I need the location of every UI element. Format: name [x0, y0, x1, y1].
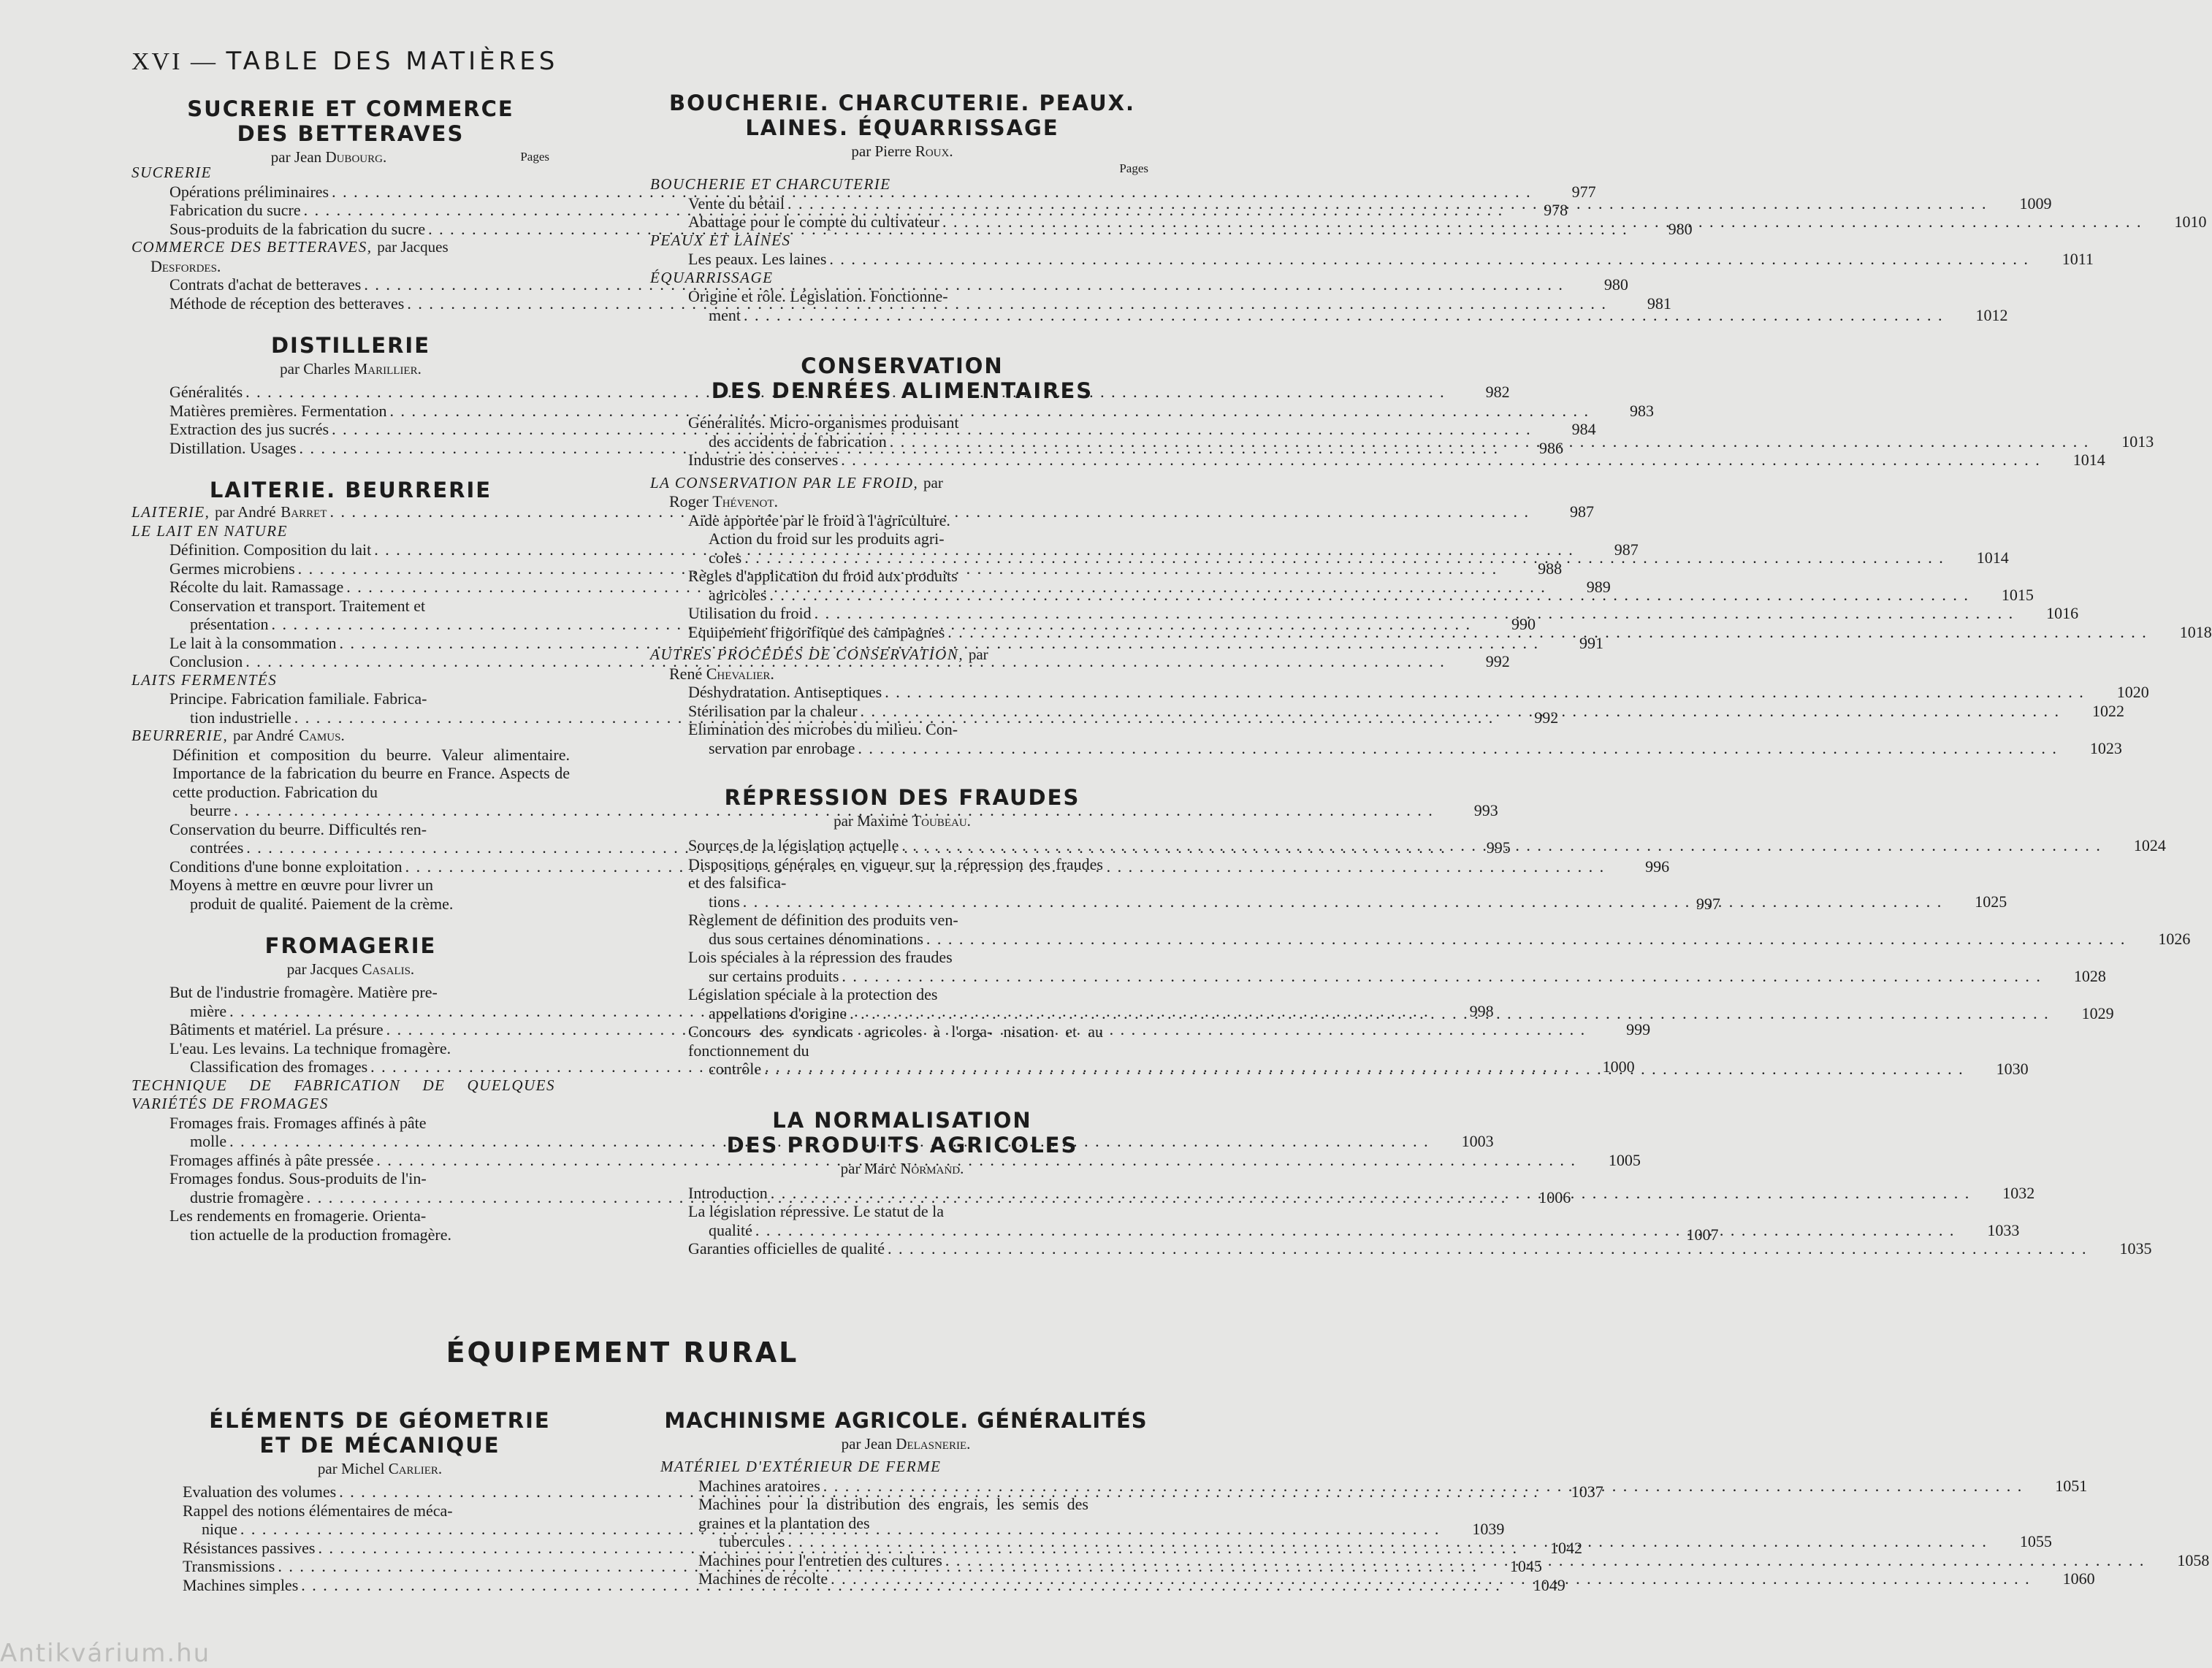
leader-dots	[771, 1184, 1971, 1203]
sub-author-prefix: René	[669, 664, 703, 683]
entry-page: 1020	[2116, 683, 2149, 701]
author-name: Toubeau.	[912, 812, 971, 830]
entry-text: sur certains produits	[709, 966, 839, 985]
leader-dots	[755, 1221, 1956, 1240]
section-title	[650, 91, 1154, 140]
entry-text-wrap: Origine et rôle. Législation. Fonctionne-	[688, 287, 948, 305]
entry-text: Machines pour l'entretien des cultures	[698, 1550, 942, 1569]
entry-page: 1055	[2019, 1532, 2052, 1550]
sub-author-name: Camus.	[299, 727, 345, 744]
entry-page: 992	[1485, 652, 1510, 670]
entry-text: Extraction des jus sucrés	[169, 420, 329, 438]
entry-page: 1030	[1996, 1060, 2029, 1078]
sub-author-prefix: par Jacques	[377, 238, 449, 256]
title-line: ET DE MÉCANIQUE	[259, 1433, 500, 1458]
entry-text-wrap: Rappel des notions élémentaires de méca-	[183, 1501, 453, 1520]
subsection-heading: BOUCHERIE ET CHARCUTERIE	[650, 175, 891, 193]
sub-title: COMMERCE DES BETTERAVES,	[131, 238, 373, 256]
entry-text: molle	[190, 1132, 227, 1150]
leader-dots	[841, 451, 2041, 470]
entry-text: Evaluation des volumes	[183, 1483, 337, 1501]
sub-author-prefix: par	[923, 473, 943, 491]
subsection-heading	[650, 646, 1154, 665]
entry-text-wrap: Législation spéciale à la protection des	[688, 985, 938, 1003]
sub-author-prefix: Roger	[669, 492, 709, 510]
entry-page: 1005	[1608, 1150, 1641, 1169]
entry-page: 990	[1511, 615, 1536, 633]
author	[131, 960, 570, 979]
entry-text: ment	[709, 305, 741, 324]
section-title: LAITERIE. BEURRERIE	[209, 478, 492, 502]
author	[131, 359, 570, 378]
author-name: Normand.	[900, 1159, 964, 1177]
title-line: CONSERVATION	[801, 353, 1004, 378]
author	[650, 142, 1154, 161]
entry-page: 1016	[2046, 604, 2079, 622]
entry-page: 1035	[2119, 1239, 2152, 1258]
entry-text: Industrie des conserves	[688, 451, 839, 469]
entry-text: Fabrication du sucre	[169, 201, 301, 219]
entry-text-wrap: Généralités. Micro-organismes produisant	[688, 413, 959, 432]
title-line: LA NORMALISATION	[772, 1107, 1032, 1133]
entry-page: 999	[1626, 1020, 1651, 1038]
entry-page: 1033	[1987, 1220, 2020, 1239]
leader-dots	[744, 306, 1944, 325]
leader-dots	[901, 836, 2102, 855]
entry-page: 977	[1571, 182, 1596, 201]
section-title	[650, 353, 1154, 403]
entry-page: 1058	[2177, 1550, 2210, 1569]
entry-page: 1042	[1549, 1538, 1582, 1557]
entry-text: Contrats d'achat de betteraves	[169, 275, 362, 294]
author	[650, 1434, 1162, 1453]
leader-dots	[769, 586, 1969, 605]
sub-author-name: Thévenot.	[712, 492, 779, 510]
leader-dots	[764, 1060, 1964, 1079]
entry-text: Sources de la législation actuelle	[688, 836, 899, 854]
title-line: SUCRERIE ET COMMERCE	[187, 96, 514, 121]
subsection-heading: PEAUX ET LAINES	[650, 231, 791, 249]
author	[650, 811, 1154, 830]
entry-page: 1014	[1976, 548, 2009, 567]
entry-page: 1024	[2133, 836, 2166, 854]
entry-text-wrap: Elimination des microbes du milieu. Con-	[688, 720, 958, 738]
toc-entry[interactable]	[650, 966, 2106, 986]
toc-entry[interactable]	[650, 929, 2191, 949]
sub-author-prefix: par André	[215, 503, 276, 521]
entry-page: 992	[1534, 708, 1559, 727]
leader-dots	[885, 683, 2085, 702]
author	[131, 1459, 628, 1478]
entry-text: Vente du bétail	[688, 194, 785, 213]
entry-text: Conclusion	[169, 652, 243, 670]
author-name: Roux.	[915, 142, 953, 160]
toc-entry[interactable]	[650, 305, 2008, 325]
leader-dots	[888, 1239, 2088, 1258]
entry-text: Opérations préliminaires	[169, 182, 329, 201]
entry-text-wrap: Machines pour la distribution des engrais, les semis des graines et la plantation des	[698, 1495, 1088, 1532]
entry-page: 1039	[1472, 1520, 1505, 1538]
subsection-heading: MATÉRIEL D'EXTÉRIEUR DE FERME	[660, 1458, 942, 1475]
sub-author-name: Desfordes.	[150, 256, 221, 275]
subsection-heading	[131, 727, 570, 746]
entry-text: contrées	[190, 838, 244, 857]
leader-dots	[890, 432, 2090, 451]
entry-text-wrap: Règlement de définition des produits ven-	[688, 911, 958, 929]
section-title	[131, 1408, 628, 1458]
leader-dots	[787, 1532, 1988, 1551]
leader-dots	[947, 623, 2148, 642]
subsection-heading: SUCRERIE	[131, 164, 212, 181]
entry-text-wrap: Fromages frais. Fromages affinés à pâte	[169, 1113, 427, 1132]
entry-page: 1028	[2073, 966, 2106, 985]
title-line: LAINES. ÉQUARRISSAGE	[745, 115, 1059, 140]
entry-page: 1060	[2062, 1569, 2095, 1588]
toc-entry[interactable]	[131, 801, 1498, 820]
entry-page: 995	[1486, 838, 1511, 857]
subsection-heading: TECHNIQUE DE FABRICATION DE QUELQUES VARIÉTÉS DE FROMAGES	[131, 1076, 555, 1112]
running-header	[131, 47, 558, 76]
entry-text: contrôle	[709, 1060, 762, 1078]
entry-text: tubercules	[719, 1532, 785, 1550]
entry-text: Garanties officielles de qualité	[688, 1239, 885, 1258]
watermark: Antikvárium.hu	[0, 1639, 211, 1668]
entry-text: coles	[709, 548, 742, 567]
part-title: ÉQUIPEMENT RURAL	[446, 1336, 799, 1369]
toc-entry[interactable]	[131, 1020, 1651, 1039]
leader-dots	[942, 213, 2143, 232]
entry-text: Machines simples	[183, 1575, 299, 1594]
entry-text: Récolte du lait. Ramassage	[169, 578, 344, 596]
entry-text: Déshydratation. Antiseptiques	[688, 683, 882, 701]
entry-page: 987	[1614, 540, 1639, 559]
subsection-heading: LAITS FERMENTÉS	[131, 670, 278, 689]
entry-text-wrap: Lois spéciales à la répression des fraudes	[688, 948, 953, 966]
entry-page: 997	[1696, 894, 1720, 913]
pages-label: Pages	[520, 150, 549, 164]
entry-text	[131, 503, 327, 522]
sub-title: LA CONSERVATION PAR LE FROID,	[650, 473, 919, 491]
sub-author-prefix: par André	[232, 727, 294, 744]
entry-page: 1045	[1509, 1557, 1542, 1575]
entry-text-wrap: Principe. Fabrication familiale. Fabrica-	[169, 689, 427, 708]
entry-page: 978	[1544, 201, 1568, 219]
entry-text: tion industrielle	[190, 708, 291, 727]
leader-dots	[823, 1477, 2024, 1496]
entry-page: 1013	[2121, 432, 2154, 451]
entry-page: 1007	[1686, 1225, 1719, 1244]
entry-text: présentation	[190, 615, 269, 633]
entry-page: 1049	[1533, 1575, 1565, 1594]
subsection-heading: LE LAIT EN NATURE	[131, 521, 288, 540]
entry-page: 1003	[1461, 1132, 1494, 1150]
entry-page: 1051	[2055, 1476, 2088, 1495]
entry-text: tion actuelle de la production fromagère.	[190, 1225, 451, 1244]
entry-page: 980	[1603, 275, 1628, 294]
entry-page: 987	[1569, 502, 1594, 521]
entry-text: Définition. Composition du lait	[169, 540, 372, 559]
entry-text: dus sous certaines dénominations	[709, 929, 923, 948]
entry-text-wrap: La législation répressive. Le statut de la	[688, 1202, 945, 1220]
sub-author-prefix: par	[968, 646, 988, 663]
entry-page: 993	[1473, 801, 1498, 819]
entry-text: Distillation. Usages	[169, 438, 297, 457]
subsection-heading	[650, 474, 1154, 493]
entry-text: qualité	[709, 1220, 752, 1239]
entry-text: Matières premières. Fermentation	[169, 401, 387, 420]
entry-page: 1029	[2081, 1003, 2114, 1022]
entry-text-wrap: Conservation et transport. Traitement et	[169, 596, 426, 615]
entry-text: Machines de récolte	[698, 1569, 828, 1588]
entry-page: 989	[1586, 578, 1611, 596]
leader-dots	[861, 702, 2061, 721]
entry-page: 1026	[2158, 929, 2191, 948]
entry-page: 1000	[1602, 1057, 1635, 1076]
entry-text: produit de qualité. Paiement de la crème.	[190, 894, 454, 913]
sub-title: AUTRES PROCÉDÉS DE CONSERVATION,	[650, 646, 964, 663]
entry-text-wrap: Action du froid sur les produits agri-	[709, 529, 945, 548]
entry-text: Machines aratoires	[698, 1476, 820, 1495]
leader-dots	[744, 548, 1945, 567]
toc-entry[interactable]	[131, 401, 1655, 421]
subsection-heading	[131, 238, 570, 257]
entry-text-wrap: Définition et composition du beurre. Valeur alimentaire. Importance de la fabrication du beurre en France. Aspects de cette production. Fabrication du	[172, 745, 570, 801]
entry-page: 1014	[2072, 451, 2105, 469]
entry-text: nique	[202, 1520, 237, 1538]
entry-page: 984	[1571, 420, 1596, 438]
leader-dots	[945, 1551, 2146, 1570]
entry-text: agricoles	[709, 585, 767, 604]
entry-page: 1022	[2092, 701, 2125, 720]
entry-page: 1037	[1571, 1483, 1603, 1501]
entry-text: Les peaux. Les laines	[688, 250, 827, 268]
entry-text: Abattage pour le compte du cultivateur	[688, 213, 939, 231]
title-line: ÉLÉMENTS DE GÉOMETRIE	[209, 1408, 551, 1433]
leader-dots	[858, 739, 2058, 758]
author-name: Casalis.	[362, 960, 415, 978]
author-prefix: par Jean	[270, 148, 322, 166]
entry-text: Méthode de réception des betteraves	[169, 294, 405, 313]
author-name: Dubourg.	[325, 148, 387, 166]
page-number: XVI	[131, 48, 183, 75]
sub-author	[650, 492, 1154, 511]
author-prefix: par Marc	[840, 1159, 897, 1177]
author-prefix: par Charles	[280, 360, 351, 378]
toc-entry[interactable]	[650, 738, 2122, 758]
author-prefix: par Maxime	[834, 812, 909, 830]
leader-dots	[850, 1001, 2050, 1023]
entry-text: mière	[190, 1001, 227, 1020]
toc-entry[interactable]	[650, 451, 2105, 470]
pages-label: Pages	[1119, 161, 1148, 175]
entry-page: 1011	[2062, 250, 2094, 268]
sub-title: LAITERIE,	[131, 503, 210, 521]
entry-page: 996	[1645, 857, 1670, 876]
entry-text-wrap: Règles d'application du froid aux produits	[688, 567, 958, 585]
entry-text: dustrie fromagère	[190, 1187, 304, 1206]
leader-dots	[815, 604, 2015, 623]
entry-page: 1006	[1538, 1187, 1571, 1206]
entry-page: 1025	[1975, 892, 2007, 911]
entry-page: 1018	[2179, 622, 2212, 641]
title-line: DES DENRÉES ALIMENTAIRES	[711, 378, 1094, 403]
toc-entry[interactable]	[650, 250, 2094, 269]
entry-text: Conditions d'une bonne exploitation	[169, 857, 403, 876]
leader-dots	[787, 194, 1988, 213]
sub-author	[650, 665, 1154, 684]
header-title: TABLE DES MATIÈRES	[226, 47, 559, 76]
toc-entry[interactable]	[131, 633, 1603, 653]
toc-entry[interactable]	[131, 1520, 1505, 1539]
entry-text: Transmissions	[183, 1557, 275, 1575]
entry-text-wrap: But de l'industrie fromagère. Matière pre-	[169, 983, 438, 1001]
entry-text: servation par enrobage	[709, 738, 855, 757]
author-prefix: par Michel	[317, 1460, 385, 1477]
sub-author-name: Barret	[281, 503, 327, 521]
entry-text-wrap: Dispositions générales en vigueur sur la répression des fraudes et des falsifica-	[688, 854, 1103, 892]
entry-text: Equipement frigorifique des campagnes	[688, 622, 945, 641]
section-title	[650, 1108, 1154, 1158]
entry-text-wrap: Conservation du beurre. Difficultés ren-	[169, 819, 427, 838]
entry-text: Le lait à la consommation	[169, 633, 337, 652]
entry-page: 1009	[2019, 194, 2052, 213]
entry-text-wrap: Moyens à mettre en œuvre pour livrer un	[169, 876, 434, 894]
title-line: BOUCHERIE. CHARCUTERIE. PEAUX.	[668, 91, 1136, 115]
entry-page: 988	[1538, 559, 1563, 578]
entry-page: 981	[1647, 294, 1671, 313]
entry-page: 982	[1485, 383, 1510, 401]
entry-page: 1032	[2002, 1183, 2035, 1202]
entry-text: Germes microbiens	[169, 559, 295, 578]
author	[650, 1159, 1154, 1178]
entry-text: Fromages affinés à pâte pressée	[169, 1150, 374, 1169]
entry-page: 980	[1668, 219, 1693, 238]
entry-text: Stérilisation par la chaleur	[688, 701, 858, 720]
entry-page: 1012	[1975, 305, 2008, 324]
entry-text: Bâtiments et matériel. La présure	[169, 1020, 384, 1038]
leader-dots	[829, 250, 2029, 269]
title-line: DES BETTERAVES	[237, 121, 465, 146]
author-prefix: par Pierre	[851, 142, 912, 160]
toc-entry[interactable]	[650, 604, 2079, 623]
leader-dots	[743, 892, 1943, 911]
entry-page: 1010	[2174, 213, 2207, 231]
section-title: RÉPRESSION DES FRAUDES	[724, 785, 1080, 810]
sub-author-name: Chevalier.	[706, 664, 774, 683]
entry-text: Utilisation du froid	[688, 604, 812, 622]
entry-page: 998	[1469, 1001, 1494, 1020]
entry-text: Classification des fromages	[190, 1057, 368, 1076]
entry-text: des accidents de fabrication	[709, 432, 887, 451]
entry-text-wrap: L'eau. Les levains. La technique fromagère.	[169, 1038, 451, 1057]
title-line: DES PRODUITS AGRICOLES	[726, 1132, 1078, 1158]
sub-title: BEURRERIE,	[131, 727, 229, 744]
author-name: Marillier.	[354, 360, 422, 378]
entry-page: 991	[1579, 633, 1603, 652]
leader-dots	[831, 1569, 2031, 1588]
author-prefix: par Jean	[841, 1435, 893, 1453]
entry-page: 983	[1630, 401, 1655, 420]
entry-text-wrap: Fromages fondus. Sous-produits de l'in-	[169, 1169, 427, 1187]
entry-text: tions	[709, 892, 740, 911]
header-dash: —	[190, 48, 218, 75]
entry-text-wrap: Aide apportée par le froid à l'agriculture.	[688, 510, 950, 529]
entry-text: beurre	[190, 801, 232, 819]
entry-page: 1015	[2001, 585, 2034, 604]
section-title: FROMAGERIE	[264, 933, 437, 958]
author-prefix: par Jacques	[286, 960, 359, 978]
entry-text: appellations d'origine	[709, 1003, 847, 1022]
entry-text: Généralités	[169, 383, 243, 401]
section-title: DISTILLERIE	[270, 333, 431, 358]
section-title	[131, 96, 570, 146]
toc-entry[interactable]	[650, 1239, 2152, 1258]
entry-text: Sous-produits de la fabrication du sucre	[169, 219, 426, 238]
entry-page: 986	[1539, 438, 1564, 457]
subsection-heading: ÉQUARRISSAGE	[650, 268, 774, 286]
leader-dots	[926, 930, 2127, 949]
leader-dots	[842, 967, 2042, 986]
entry-text: Résistances passives	[183, 1538, 316, 1557]
entry-text: Introduction	[688, 1183, 768, 1202]
entry-text-wrap: Les rendements en fromagerie. Orienta-	[169, 1206, 427, 1225]
author-name: Carlier.	[388, 1460, 443, 1477]
author-name: Delasnerie.	[896, 1435, 971, 1453]
entry-page: 1023	[2089, 738, 2122, 757]
entry-text-wrap: Concours des syndicats agricoles à l'orga- nisation et au fonctionnement du	[688, 1022, 1103, 1060]
toc-entry[interactable]	[650, 683, 2149, 702]
section-title: MACHINISME AGRICOLE. GÉNÉRALITÉS	[664, 1408, 1148, 1433]
